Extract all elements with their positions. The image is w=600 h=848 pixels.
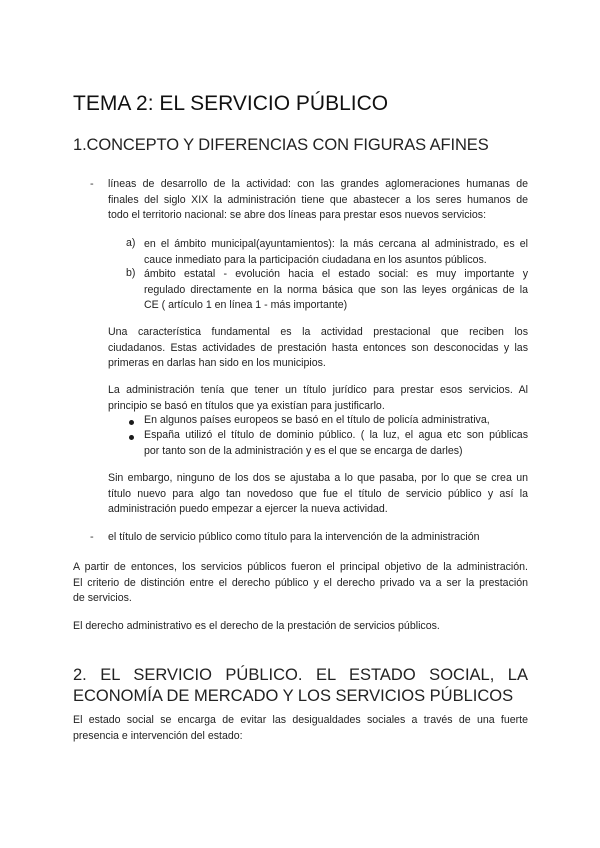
text-line: título nuevo para algo tan novedoso que fue el título de servicio público y así la [108, 487, 528, 500]
bullet-marker: - [90, 178, 94, 190]
page-title: TEMA 2: EL SERVICIO PÚBLICO [73, 92, 389, 115]
text-line: líneas de desarrollo de la actividad: con las grandes aglomeraciones humanas de [108, 178, 528, 190]
text-line: en el ámbito municipal(ayuntamientos): la más cercana al administrado, es el [144, 238, 528, 250]
paragraph [108, 325, 528, 372]
text-line: cauce inmediato para la participación ciudadana en los asuntos públicos. [144, 253, 487, 266]
paragraph [108, 471, 528, 518]
paragraph [73, 619, 528, 635]
text-line: La administración tenía que tener un título jurídico para prestar esos servicios. Al [108, 384, 528, 396]
paragraph [73, 560, 528, 607]
section-1-heading: 1.CONCEPTO Y DIFERENCIAS CON FIGURAS AFINES [73, 136, 489, 154]
paragraph [73, 713, 528, 744]
text-line: presencia e intervención del estado: [73, 729, 243, 742]
dot-item-1 [144, 413, 528, 429]
heading-line: 2. EL SERVICIO PÚBLICO. EL ESTADO SOCIAL, LA [73, 666, 528, 684]
heading-line: ECONOMÍA DE MERCADO Y LOS SERVICIOS PÚBLICOS [73, 687, 514, 705]
text-line: primeras en darlas han sido en los municipios. [108, 357, 326, 370]
text-line: todo el territorio nacional: se abre dos líneas para prestar esos nuevos servicios: [108, 209, 487, 222]
list-marker-a: a) [126, 237, 136, 249]
list-item-b [144, 267, 528, 314]
list-marker-b: b) [126, 267, 136, 279]
text-line: Sin embargo, ninguno de los dos se ajustaba a lo que pasaba, por lo que se crea un [108, 472, 528, 484]
text-line: por tanto son de la administración y es el que se encarga de darles) [144, 444, 463, 457]
text-line: A partir de entonces, los servicios públicos fueron el principal objetivo de la administración. [73, 561, 528, 573]
text-line: principio se basó en títulos que ya existían para justificarlo. [108, 399, 385, 412]
text-line: ámbito estatal - evolución hacia el estado social: es muy importante y [144, 268, 528, 280]
bullet-dot-icon [129, 420, 134, 425]
text-line: administración puedo empezar a ejercer la nueva actividad. [108, 503, 388, 516]
bullet-dot-icon [129, 435, 134, 440]
text-line: de servicios. [73, 592, 132, 605]
list-item-a [144, 237, 528, 268]
paragraph [108, 383, 528, 414]
text-line: el título de servicio público como título para la intervención de la administración [108, 531, 480, 543]
bullet-2-text [108, 530, 528, 546]
text-line: El criterio de distinción entre el derecho público y el derecho privado va a ser la prestación [73, 576, 528, 589]
section-2-heading [73, 665, 528, 707]
text-line: Una característica fundamental es la actividad prestacional que reciben los [108, 326, 528, 338]
dot-item-2 [144, 428, 528, 459]
text-line: El derecho administrativo es el derecho de la prestación de servicios públicos. [73, 620, 440, 632]
text-line: regulado directamente en la norma básica que son las leyes orgánicas de la [144, 283, 528, 296]
bullet-1-text [108, 177, 528, 224]
text-line: CE ( artículo 1 en línea 1 - más importante) [144, 299, 348, 312]
text-line: ciudadanos. Estas actividades de prestación hasta entonces son desconocidas y las [108, 341, 528, 354]
bullet-marker: - [90, 531, 94, 543]
text-line: finales del siglo XIX la administración tiene que abastecer a los seres humanos de [108, 193, 528, 206]
text-line: España utilizó el título de dominio público. ( la luz, el agua etc son públicas [144, 429, 528, 441]
text-line: En algunos países europeos se basó en el título de policía administrativa, [144, 414, 490, 426]
text-line: El estado social se encarga de evitar las desigualdades sociales a través de una fuerte [73, 714, 528, 726]
